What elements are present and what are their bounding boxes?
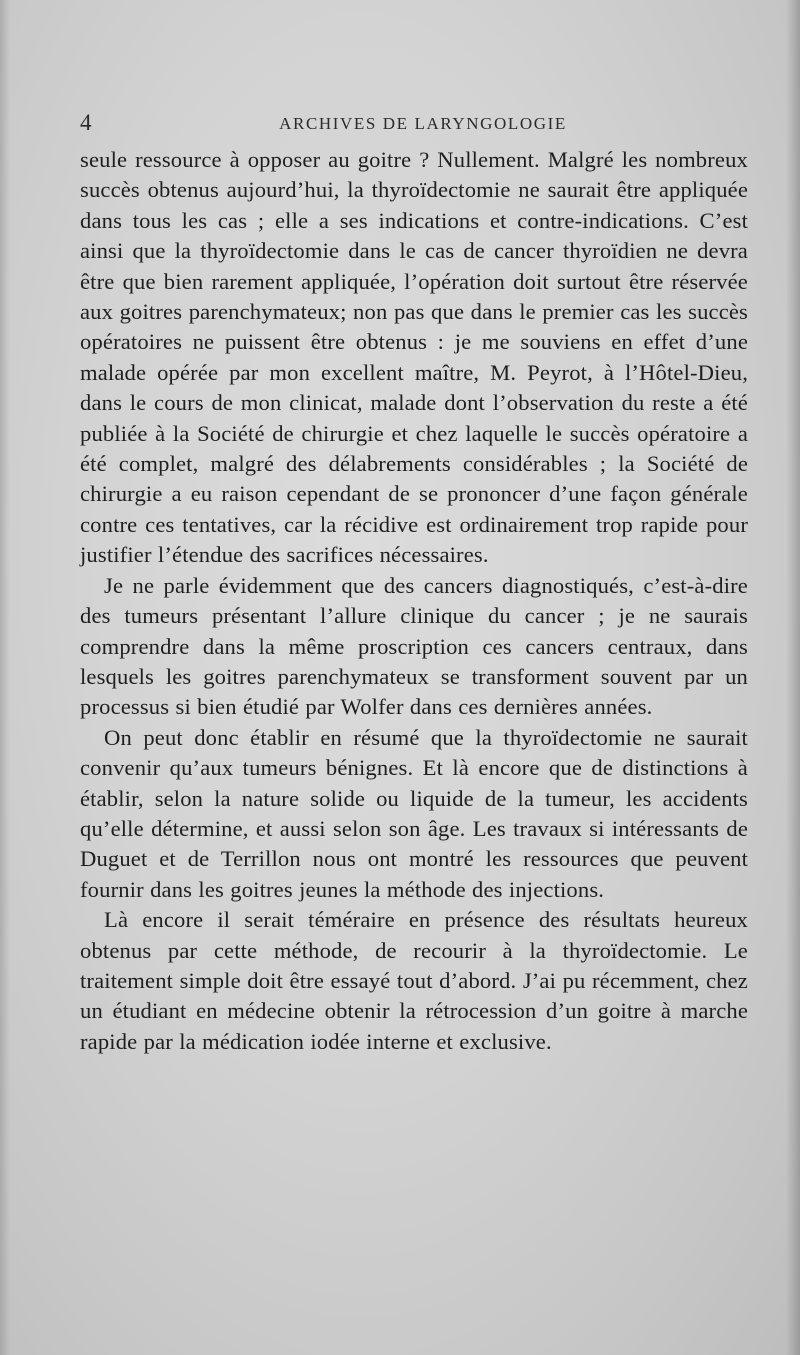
paragraph: Là encore il serait téméraire en présence des résultats heureux obtenus par cette méthode, de recourir à la thyroïdectomie. Le traitement simple doit être essayé tout d’abord. J’ai pu récemment, chez un étudiant en médecine obtenir la rétrocession d’un goitre à marche rapide par la médication iodée interne et exclusive. (80, 907, 748, 1054)
paragraph: Je ne parle évidemment que des cancers diagnostiqués, c’est-à-dire des tumeurs présentant l’allure clinique du cancer ; je ne saurais comprendre dans la même proscription ces cancers centraux, dans lesquels les goitres parenchymateux se transforment souvent par un processus si bien étudié par Wolfer dans ces dernières années. (80, 572, 748, 720)
paragraph-continued: seule ressource à opposer au goitre ? Nullement. Malgré les nombreux succès obtenus aujourd’hui, la thyroïdectomie ne saurait être appliquée dans tous les cas ; elle a ses indications et contre-indications. C’est ainsi que la thyroïdectomie dans le cas de cancer thyroïdien ne devra être que bien rarement appliquée, l’opération doit surtout être réservée aux goitres parenchymateux; non pas que dans le premier cas les succès opératoires ne puissent être obtenus : je me souviens en effet d’une malade opérée par mon excellent maître, M. Peyrot, à l’Hôtel-Dieu, dans le cours de mon clinicat, malade dont l’observation du reste a été publiée à la Société de chirurgie et chez laquelle le succès opératoire a été complet, malgré des délabrements considérables ; la Société de chirurgie a eu raison cependant de se prononcer d’une façon générale contre ces tentatives, car la récidive est ordinairement trop rapide pour justifier l’étendue des sacrifices nécessaires. (80, 147, 748, 568)
page-header (80, 108, 748, 138)
page-number: 4 (80, 110, 92, 135)
body-text (80, 145, 748, 1057)
paragraph: On peut donc établir en résumé que la thyroïdectomie ne saurait convenir qu’aux tumeurs bénignes. Et là encore que de distinctions à établir, selon la nature solide ou liquide de la tumeur, les accidents qu’elle détermine, et aussi selon son âge. Les travaux si intéressants de Duguet et de Terrillon nous ont montré les ressources que peuvent fournir dans les goitres jeunes la méthode des injections. (80, 724, 748, 902)
page-left-shadow (0, 0, 10, 1355)
running-title: ARCHIVES DE LARYNGOLOGIE (279, 114, 567, 133)
page-right-shadow (786, 0, 800, 1355)
